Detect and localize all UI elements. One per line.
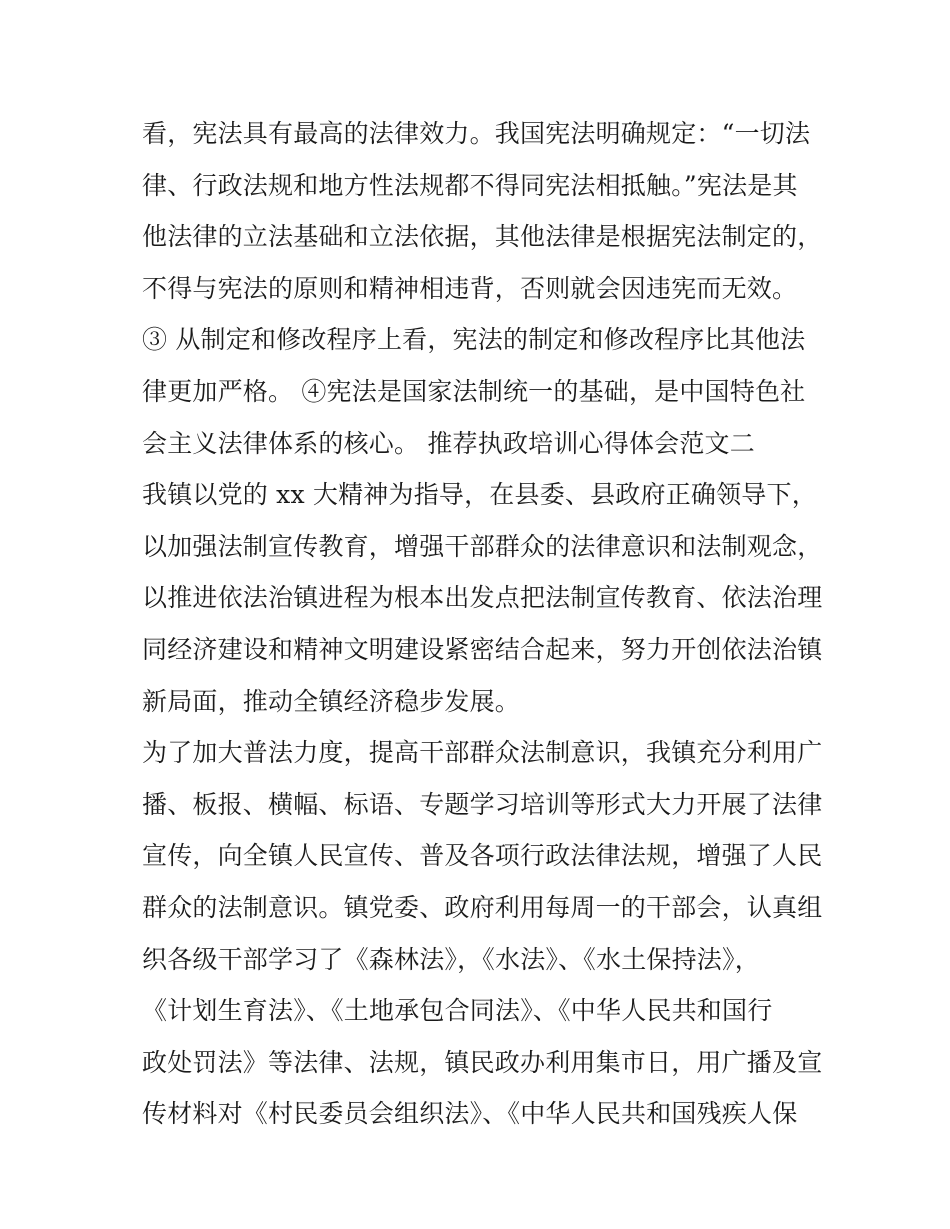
text-line: 看，宪法具有最高的法律效力。我国宪法明确规定：“一切法 [142,119,811,148]
text-line: 政处罚法》等法律、法规，镇民政办利用集市日，用广播及宣 [142,1047,823,1077]
text-line: 我镇以党的 xx 大精神为指导，在县委、县政府正确领导下， [142,480,817,510]
text-line: 律、行政法规和地方性法规都不得同宪法相抵触。”宪法是其 [142,170,798,200]
text-line: 他法律的立法基础和立法依据，其他法律是根据宪法制定的， [142,222,823,252]
text-line: 同经济建设和精神文明建设紧密结合起来，努力开创依法治镇 [142,634,823,664]
text-line: ③ 从制定和修改程序上看，宪法的制定和修改程序比其他法 [142,325,806,355]
text-line: 不得与宪法的原则和精神相违背，否则就会因违宪而无效。 [142,273,798,303]
text-line: 《计划生育法》、《土地承包合同法》、《中华人民共和国行 [142,996,773,1026]
text-line: 会主义法律体系的核心。 推荐执政培训心得体会范文二 [142,428,755,458]
text-line: 以推进依法治镇进程为根本出发点把法制宣传教育、依法治理 [142,583,823,613]
text-line: 群众的法制意识。镇党委、政府利用每周一的干部会，认真组 [142,892,823,922]
text-line: 传材料对《村民委员会组织法》、《中华人民共和国残疾人保 [142,1099,798,1129]
text-line: 律更加严格。 ④宪法是国家法制统一的基础，是中国特色社 [142,376,806,406]
text-line: 播、板报、横幅、标语、专题学习培训等形式大力开展了法律 [142,789,823,819]
document-body [142,108,832,1140]
text-line: 宣传，向全镇人民宣传、普及各项行政法律法规，增强了人民 [142,841,823,871]
text-line: 以加强法制宣传教育，增强干部群众的法律意识和法制观念， [142,531,823,561]
text-line: 为了加大普法力度，提高干部群众法制意识，我镇充分利用广 [142,738,823,768]
text-line: 新局面，推动全镇经济稳步发展。 [142,686,521,716]
text-line: 织各级干部学习了《森林法》，《水法》、《水土保持法》， [142,944,760,974]
